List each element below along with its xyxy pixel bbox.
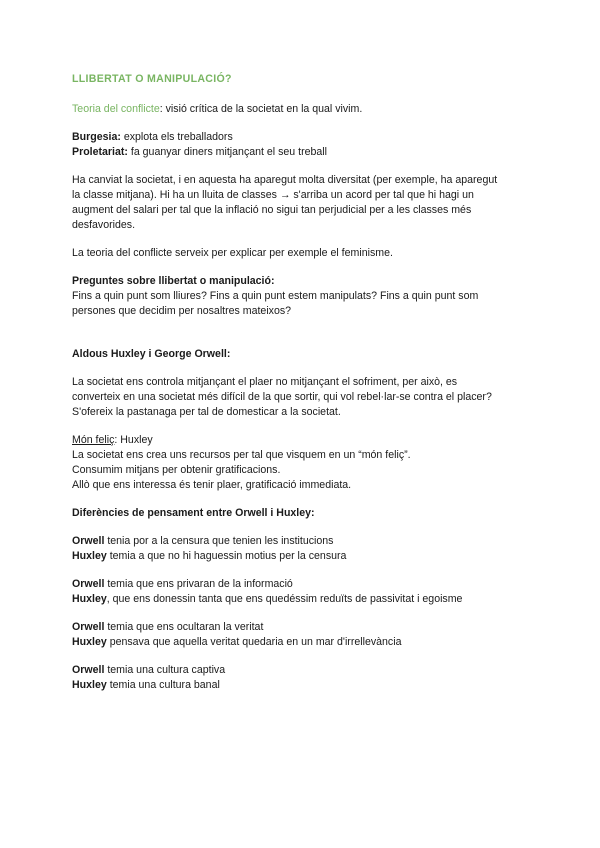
paragraph-line: La societat ens controla mitjançant el plaer no mitjançant el sofriment, per això, es <box>72 376 458 388</box>
document-page <box>72 72 542 693</box>
orwell-text: temia que ens privaran de la informació <box>104 578 293 590</box>
orwell-name: Orwell <box>72 621 105 633</box>
proletariat-text: fa guanyar diners mitjançant el seu treball <box>127 146 327 158</box>
questions-line: Fins a quin punt som lliures? Fins a quin punt estem manipulats? Fins a quin punt som <box>72 290 479 302</box>
conflict-theory-text: : visió crítica de la societat en la qual vivim. <box>159 103 363 115</box>
proletariat-label: Proletariat: <box>72 146 128 158</box>
comparison-block <box>72 620 542 650</box>
society-paragraph <box>72 173 542 233</box>
questions-section <box>72 274 542 319</box>
orwell-text: temia una cultura captiva <box>104 664 226 676</box>
burgesia-label: Burgesia: <box>72 131 121 143</box>
comparison-block <box>72 534 542 564</box>
orwell-line <box>72 663 542 678</box>
huxley-name: Huxley <box>72 550 107 562</box>
orwell-line <box>72 620 542 635</box>
questions-line: persones que decidim per nosaltres mateixos? <box>72 305 292 317</box>
burgesia-line <box>72 130 542 145</box>
huxley-text: temia una cultura banal <box>106 679 220 691</box>
pleasure-paragraph <box>72 375 542 420</box>
huxley-text: pensava que aquella veritat quedaria en un mar d'irrellevància <box>106 636 402 648</box>
orwell-name: Orwell <box>72 535 105 547</box>
huxley-name: Huxley <box>72 636 107 648</box>
mon-felic-section <box>72 433 542 493</box>
questions-heading: Preguntes sobre llibertat o manipulació: <box>72 275 275 287</box>
mon-felic-line: Allò que ens interessa és tenir plaer, gratificació immediata. <box>72 479 352 491</box>
paragraph-line: Ha canviat la societat, i en aquesta ha aparegut molta diversitat (per exemple, ha aparegut <box>72 174 498 186</box>
mon-felic-line: La societat ens crea uns recursos per tal que visquem en un “món feliç”. <box>72 449 411 461</box>
paragraph-line: S'ofereix la pastanaga per tal de domesticar a la societat. <box>72 406 341 418</box>
huxley-line <box>72 678 542 693</box>
orwell-line <box>72 577 542 592</box>
orwell-name: Orwell <box>72 664 105 676</box>
mon-felic-heading <box>72 433 542 448</box>
mon-felic-label: Món feliç <box>72 434 115 446</box>
huxley-line <box>72 592 542 607</box>
mon-felic-line: Consumim mitjans per obtenir gratificacions. <box>72 464 281 476</box>
huxley-name: Huxley <box>72 593 107 605</box>
huxley-text: , que ens donessin tanta que ens quedéssim reduïts de passivitat i egoisme <box>106 593 463 605</box>
paragraph-line: converteix en una societat més difícil de la que sortir, qui vol rebel·lar-se contra el placer? <box>72 391 492 403</box>
huxley-line <box>72 549 542 564</box>
conflict-theory-line <box>72 102 542 117</box>
paragraph-line: augment del salari per tal que la inflació no sigui tan perjudicial per a les classes més <box>72 204 472 216</box>
paragraph-line: la classe mitjana). Hi ha un lluita de classes → s'arriba un acord per tal que hi hagi un <box>72 189 474 201</box>
huxley-line <box>72 635 542 650</box>
huxley-name: Huxley <box>72 679 107 691</box>
burgesia-text: explota els treballadors <box>120 131 233 143</box>
authors-heading: Aldous Huxley i George Orwell: <box>72 348 231 360</box>
comparison-block <box>72 663 542 693</box>
differences-heading: Diferències de pensament entre Orwell i Huxley: <box>72 507 315 519</box>
proletariat-line <box>72 145 542 160</box>
feminism-paragraph: La teoria del conflicte serveix per explicar per exemple el feminisme. <box>72 247 393 259</box>
huxley-text: temia a que no hi haguessin motius per la censura <box>106 550 347 562</box>
mon-felic-author: : Huxley <box>114 434 153 446</box>
orwell-text: temia que ens ocultaran la veritat <box>104 621 264 633</box>
orwell-line <box>72 534 542 549</box>
orwell-text: tenia por a la censura que tenien les institucions <box>104 535 334 547</box>
paragraph-line: desfavorides. <box>72 219 136 231</box>
orwell-name: Orwell <box>72 578 105 590</box>
conflict-theory-label: Teoria del conflicte <box>72 103 160 115</box>
document-title: LLIBERTAT O MANIPULACIÓ? <box>72 73 232 85</box>
comparison-block <box>72 577 542 607</box>
